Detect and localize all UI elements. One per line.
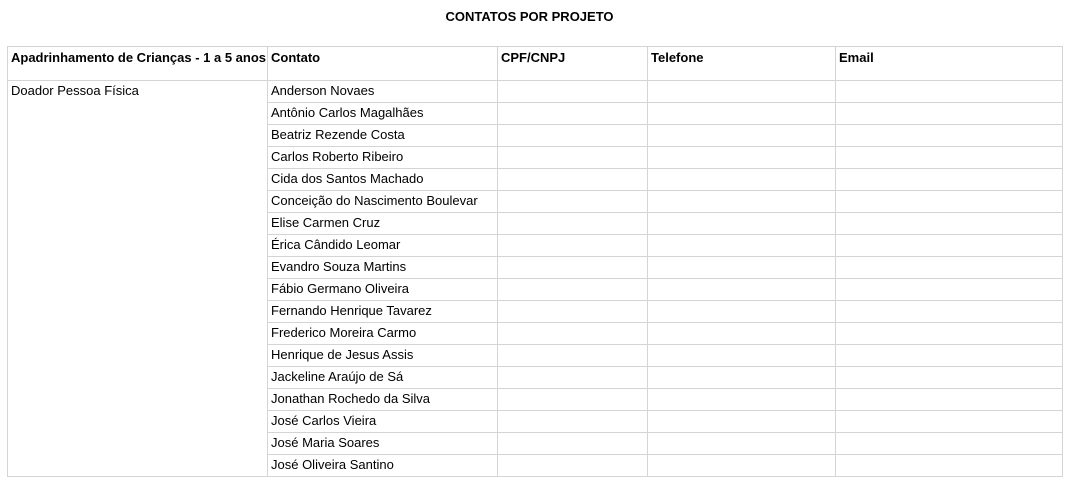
- phone-cell: [648, 81, 836, 103]
- contact-name-cell: Carlos Roberto Ribeiro: [268, 147, 498, 169]
- email-cell: [836, 345, 1063, 367]
- cpf-cnpj-cell: [498, 323, 648, 345]
- cpf-cnpj-cell: [498, 389, 648, 411]
- phone-cell: [648, 301, 836, 323]
- email-cell: [836, 191, 1063, 213]
- email-cell: [836, 169, 1063, 191]
- email-cell: [836, 257, 1063, 279]
- cpf-cnpj-cell: [498, 411, 648, 433]
- cpf-cnpj-cell: [498, 235, 648, 257]
- column-header-email: Email: [836, 47, 1063, 81]
- email-cell: [836, 367, 1063, 389]
- cpf-cnpj-cell: [498, 301, 648, 323]
- contact-name-cell: Érica Cândido Leomar: [268, 235, 498, 257]
- email-cell: [836, 147, 1063, 169]
- cpf-cnpj-cell: [498, 213, 648, 235]
- column-header-contact: Contato: [268, 47, 498, 81]
- phone-cell: [648, 147, 836, 169]
- contact-name-cell: Frederico Moreira Carmo: [268, 323, 498, 345]
- phone-cell: [648, 279, 836, 301]
- email-cell: [836, 301, 1063, 323]
- cpf-cnpj-cell: [498, 279, 648, 301]
- phone-cell: [648, 235, 836, 257]
- donor-type-cell: Doador Pessoa Física: [8, 81, 268, 477]
- contact-name-cell: José Carlos Vieira: [268, 411, 498, 433]
- email-cell: [836, 411, 1063, 433]
- email-cell: [836, 323, 1063, 345]
- email-cell: [836, 103, 1063, 125]
- cpf-cnpj-cell: [498, 169, 648, 191]
- contact-name-cell: Fernando Henrique Tavarez: [268, 301, 498, 323]
- email-cell: [836, 279, 1063, 301]
- phone-cell: [648, 455, 836, 477]
- email-cell: [836, 389, 1063, 411]
- phone-cell: [648, 323, 836, 345]
- cpf-cnpj-cell: [498, 81, 648, 103]
- contact-name-cell: José Maria Soares: [268, 433, 498, 455]
- phone-cell: [648, 213, 836, 235]
- cpf-cnpj-cell: [498, 103, 648, 125]
- cpf-cnpj-cell: [498, 147, 648, 169]
- contact-name-cell: Elise Carmen Cruz: [268, 213, 498, 235]
- email-cell: [836, 125, 1063, 147]
- column-header-phone: Telefone: [648, 47, 836, 81]
- cpf-cnpj-cell: [498, 191, 648, 213]
- contact-name-cell: Cida dos Santos Machado: [268, 169, 498, 191]
- cpf-cnpj-cell: [498, 257, 648, 279]
- column-header-project: Apadrinhamento de Crianças - 1 a 5 anos: [8, 47, 268, 81]
- contact-name-cell: Anderson Novaes: [268, 81, 498, 103]
- email-cell: [836, 455, 1063, 477]
- phone-cell: [648, 367, 836, 389]
- contact-name-cell: Fábio Germano Oliveira: [268, 279, 498, 301]
- contact-name-cell: Beatriz Rezende Costa: [268, 125, 498, 147]
- email-cell: [836, 235, 1063, 257]
- phone-cell: [648, 191, 836, 213]
- table-header-row: [8, 47, 1063, 81]
- cpf-cnpj-cell: [498, 125, 648, 147]
- contact-name-cell: Antônio Carlos Magalhães: [268, 103, 498, 125]
- report-title: CONTATOS POR PROJETO: [445, 9, 614, 24]
- contact-name-cell: Henrique de Jesus Assis: [268, 345, 498, 367]
- table-row: [8, 81, 1063, 103]
- phone-cell: [648, 169, 836, 191]
- contact-name-cell: Jackeline Araújo de Sá: [268, 367, 498, 389]
- phone-cell: [648, 433, 836, 455]
- cpf-cnpj-cell: [498, 433, 648, 455]
- phone-cell: [648, 389, 836, 411]
- contact-name-cell: Conceição do Nascimento Boulevar: [268, 191, 498, 213]
- email-cell: [836, 81, 1063, 103]
- column-header-cpf-cnpj: CPF/CNPJ: [498, 47, 648, 81]
- email-cell: [836, 433, 1063, 455]
- email-cell: [836, 213, 1063, 235]
- phone-cell: [648, 125, 836, 147]
- contact-name-cell: Evandro Souza Martins: [268, 257, 498, 279]
- cpf-cnpj-cell: [498, 345, 648, 367]
- phone-cell: [648, 257, 836, 279]
- cpf-cnpj-cell: [498, 455, 648, 477]
- contacts-table: [7, 46, 1063, 477]
- phone-cell: [648, 103, 836, 125]
- cpf-cnpj-cell: [498, 367, 648, 389]
- phone-cell: [648, 411, 836, 433]
- contact-name-cell: Jonathan Rochedo da Silva: [268, 389, 498, 411]
- phone-cell: [648, 345, 836, 367]
- contact-name-cell: José Oliveira Santino: [268, 455, 498, 477]
